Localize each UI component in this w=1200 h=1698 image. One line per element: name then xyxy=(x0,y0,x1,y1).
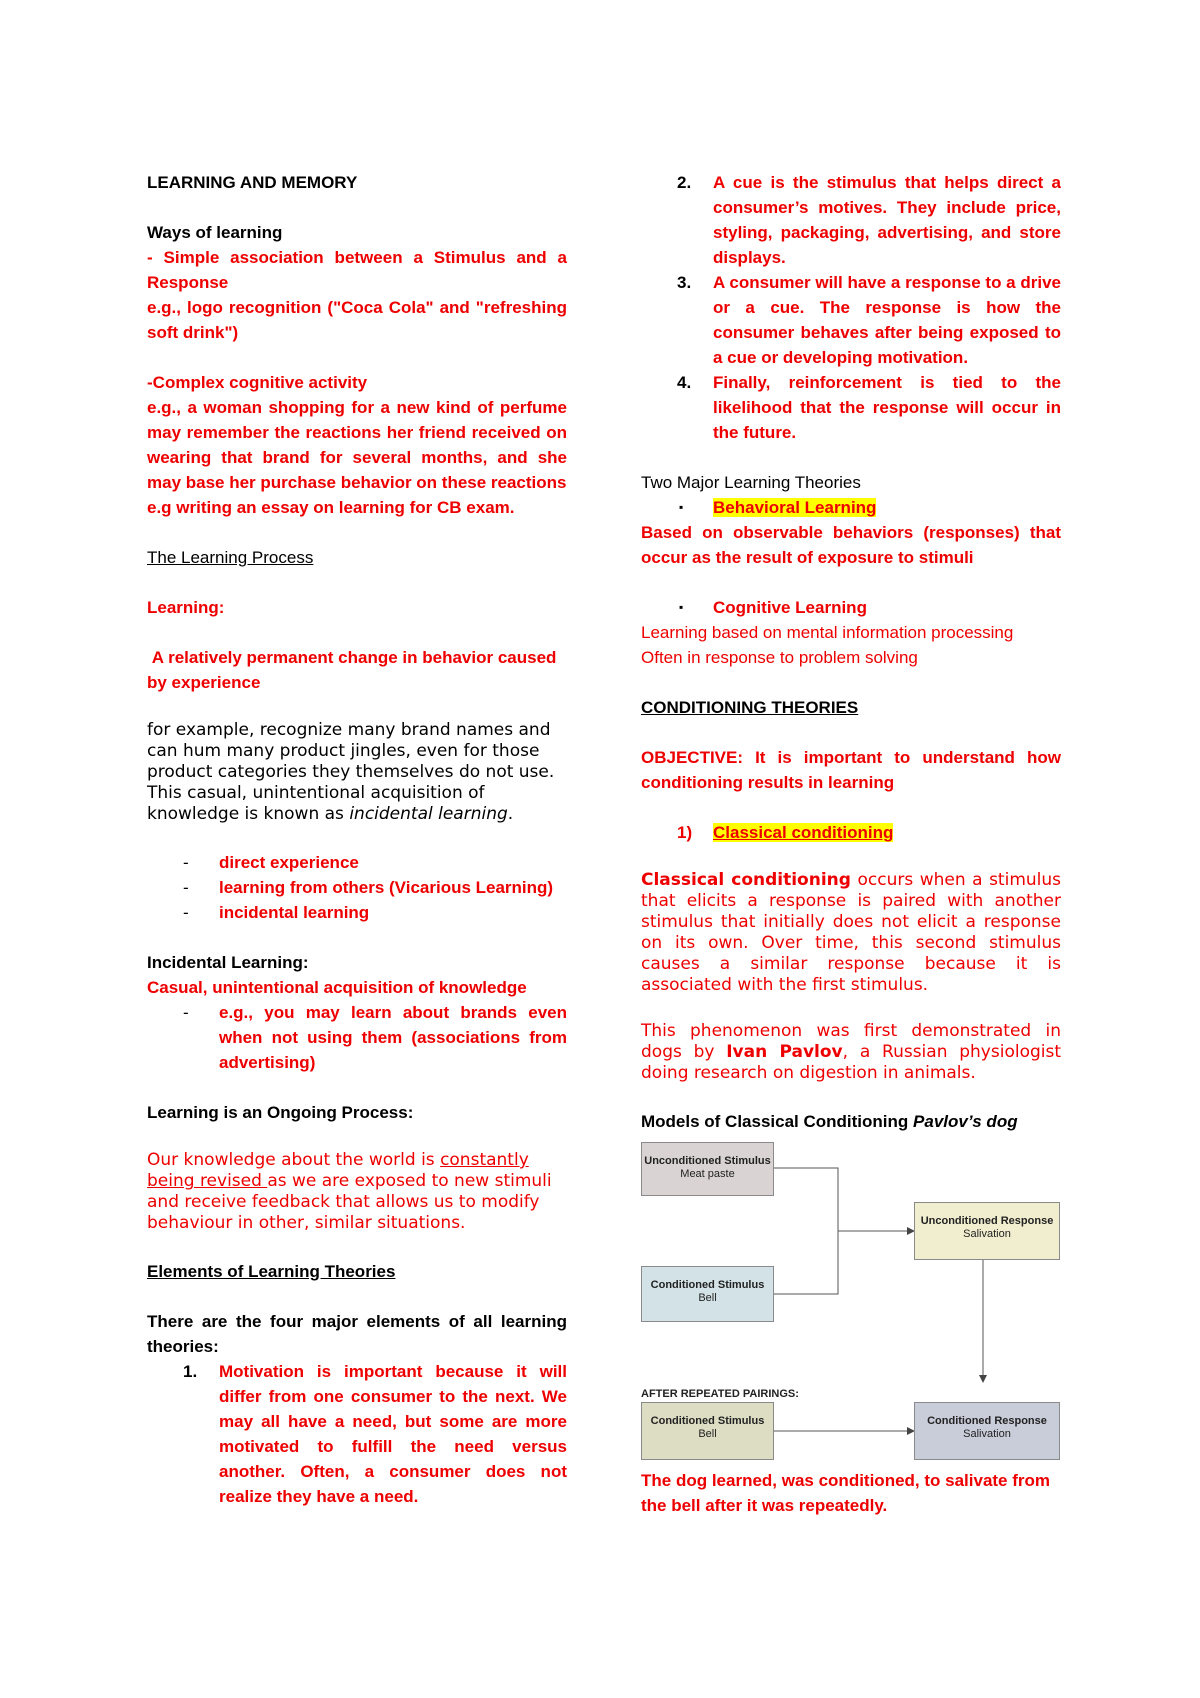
box-subtitle: Meat paste xyxy=(680,1168,735,1180)
cognitive-definition-2: Often in response to problem solving xyxy=(641,648,918,667)
box-subtitle: Bell xyxy=(698,1428,717,1440)
list-item-text: A cue is the stimulus that helps direct a consumer’s motives. They include price, styling, packaging, advertising, and store displays. xyxy=(713,173,1061,267)
list-item xyxy=(641,170,1061,270)
behavioral-list xyxy=(641,495,1061,520)
learning-definition: A relatively permanent change in behavior caused by experience xyxy=(147,648,562,692)
example-end: . xyxy=(507,804,514,824)
ongoing-paragraph xyxy=(147,1150,567,1234)
dash-marker: - xyxy=(183,878,189,897)
ways-simple: - Simple association between a Stimulus and a Response xyxy=(147,248,567,292)
ways-simple-example: e.g., logo recognition ("Coca Cola" and "refreshing soft drink") xyxy=(147,298,567,342)
list-item xyxy=(147,875,567,900)
example-text: for example, recognize many brand names and can hum many product jingles, even for those product categories they themselves do not use. This casual, unintentional acquisition of knowledge is known as xyxy=(147,720,555,824)
list-item xyxy=(147,850,567,875)
classical-conditioning-label: Classical conditioning xyxy=(713,823,894,842)
dash-marker: - xyxy=(183,853,189,872)
conditioning-heading: CONDITIONING THEORIES xyxy=(641,698,859,717)
example-paragraph xyxy=(147,720,567,825)
ongoing-heading: Learning is an Ongoing Process: xyxy=(147,1103,414,1122)
right-column xyxy=(641,170,1061,1518)
box-title: Unconditioned Response xyxy=(920,1215,1054,1227)
conclusion: The dog learned, was conditioned, to salivate from the bell after it was repeatedly. xyxy=(641,1471,1051,1515)
box-subtitle: Salivation xyxy=(963,1228,1011,1240)
behavioral-definition: Based on observable behaviors (responses) that occur as the result of exposure to stimuli xyxy=(641,523,1061,567)
box-title: Conditioned Response xyxy=(927,1415,1047,1427)
unconditioned-stimulus-box xyxy=(641,1142,774,1196)
pavlov-paragraph xyxy=(641,1021,1061,1084)
conditioned-response-box xyxy=(914,1402,1060,1460)
process-heading: The Learning Process xyxy=(147,548,314,567)
classical-text: occurs when a stimulus that elicits a response is paired with another stimulus that initially does not elicit a response on its own. Over time, this second stimulus causes a similar response because it is associated with the first stimulus. xyxy=(641,870,1062,995)
conditioning-diagram xyxy=(641,1138,1061,1468)
list-number: 3. xyxy=(677,273,692,292)
conditioned-stimulus-box xyxy=(641,1266,774,1322)
ongoing-text: Our knowledge about the world is xyxy=(147,1150,441,1170)
ways-heading: Ways of learning xyxy=(147,223,283,242)
stimulus-join-line xyxy=(774,1168,838,1294)
ongoing-underlined: constantly being revised xyxy=(147,1150,529,1191)
theories-heading: Two Major Learning Theories xyxy=(641,473,861,492)
list-item xyxy=(641,370,1061,445)
ways-complex-example-2: e.g writing an essay on learning for CB exam. xyxy=(147,498,515,517)
bullet-marker: ▪ xyxy=(679,600,684,614)
list-item xyxy=(641,820,1061,845)
behavioral-learning-label: Behavioral Learning xyxy=(713,498,877,517)
list-item xyxy=(147,900,567,925)
unconditioned-response-box xyxy=(914,1202,1060,1260)
list-item-text: Motivation is important because it will differ from one consumer to the next. We may all have a need, but some are more motivated to fulfill the need versus another. Often, a consumer does not realize they have a need. xyxy=(219,1362,567,1506)
list-item xyxy=(641,270,1061,370)
conditioned-stimulus-after-box xyxy=(641,1402,774,1460)
list-item-text: learning from others (Vicarious Learning) xyxy=(219,878,554,897)
incidental-definition: Casual, unintentional acquisition of knowledge xyxy=(147,978,527,997)
list-item-text: e.g., you may learn about brands even when not using them (associations from advertising) xyxy=(219,1003,567,1072)
box-title: Conditioned Stimulus xyxy=(650,1415,765,1427)
box-subtitle: Bell xyxy=(698,1292,717,1304)
list-number: 1) xyxy=(677,823,693,842)
list-item-text: Finally, reinforcement is tied to the likelihood that the response will occur in the future. xyxy=(713,373,1061,442)
after-pairings-label: AFTER REPEATED PAIRINGS: xyxy=(641,1388,799,1400)
classical-paragraph xyxy=(641,870,1061,996)
dash-marker: - xyxy=(183,1003,189,1022)
pavlov-text-end: , a Russian physiologist doing research on digestion in animals. xyxy=(641,1042,1062,1083)
pavlov-text: This phenomenon was first demonstrated in dogs by xyxy=(641,1021,1061,1062)
elements-intro: There are the four major elements of all learning theories: xyxy=(147,1312,567,1356)
incidental-example-list xyxy=(147,1000,567,1075)
list-number: 4. xyxy=(677,373,692,392)
list-item xyxy=(641,595,1061,620)
pavlov-name: Ivan Pavlov xyxy=(726,1042,843,1062)
incidental-learning-term: incidental learning xyxy=(349,804,508,824)
objective: OBJECTIVE: It is important to understand how conditioning results in learning xyxy=(641,748,1061,792)
elements-list-continued xyxy=(641,170,1061,445)
cognitive-definition-1: Learning based on mental information processing xyxy=(641,623,1014,642)
list-item-text: incidental learning xyxy=(219,903,370,922)
models-heading xyxy=(641,1109,1061,1134)
box-title: Conditioned Stimulus xyxy=(650,1279,765,1291)
elements-heading: Elements of Learning Theories xyxy=(147,1262,396,1281)
ongoing-text-end: as we are exposed to new stimuli and receive feedback that allows us to modify behaviour in other, similar situations. xyxy=(147,1171,552,1233)
list-item xyxy=(641,495,1061,520)
dash-marker: - xyxy=(183,903,189,922)
models-text: Models of Classical Conditioning xyxy=(641,1112,914,1131)
elements-list xyxy=(147,1359,567,1509)
classical-term: Classical conditioning xyxy=(641,870,851,890)
ways-complex-example: e.g., a woman shopping for a new kind of perfume may remember the reactions her friend received on wearing that brand for several months, and she may base her purchase behavior on these reactions xyxy=(147,398,567,492)
list-number: 2. xyxy=(677,173,692,192)
learning-types-list xyxy=(147,850,567,925)
classical-list xyxy=(641,820,1061,845)
left-column xyxy=(147,170,567,1509)
list-item-text: A consumer will have a response to a drive or a cue. The response is how the consumer behaves after being exposed to a cue or developing motivation. xyxy=(713,273,1061,367)
incidental-heading: Incidental Learning: xyxy=(147,953,309,972)
models-italic: Pavlov’s dog xyxy=(913,1112,1018,1131)
cognitive-list xyxy=(641,595,1061,620)
cognitive-learning-label: Cognitive Learning xyxy=(713,598,867,617)
list-item xyxy=(147,1359,567,1509)
list-number: 1. xyxy=(183,1362,198,1381)
list-item xyxy=(147,1000,567,1075)
document-title: LEARNING AND MEMORY xyxy=(147,173,358,192)
box-title: Unconditioned Stimulus xyxy=(644,1155,771,1167)
box-subtitle: Salivation xyxy=(963,1428,1011,1440)
learning-label: Learning: xyxy=(147,598,225,617)
ways-complex: -Complex cognitive activity xyxy=(147,373,368,392)
bullet-marker: ▪ xyxy=(679,500,684,514)
list-item-text: direct experience xyxy=(219,853,359,872)
